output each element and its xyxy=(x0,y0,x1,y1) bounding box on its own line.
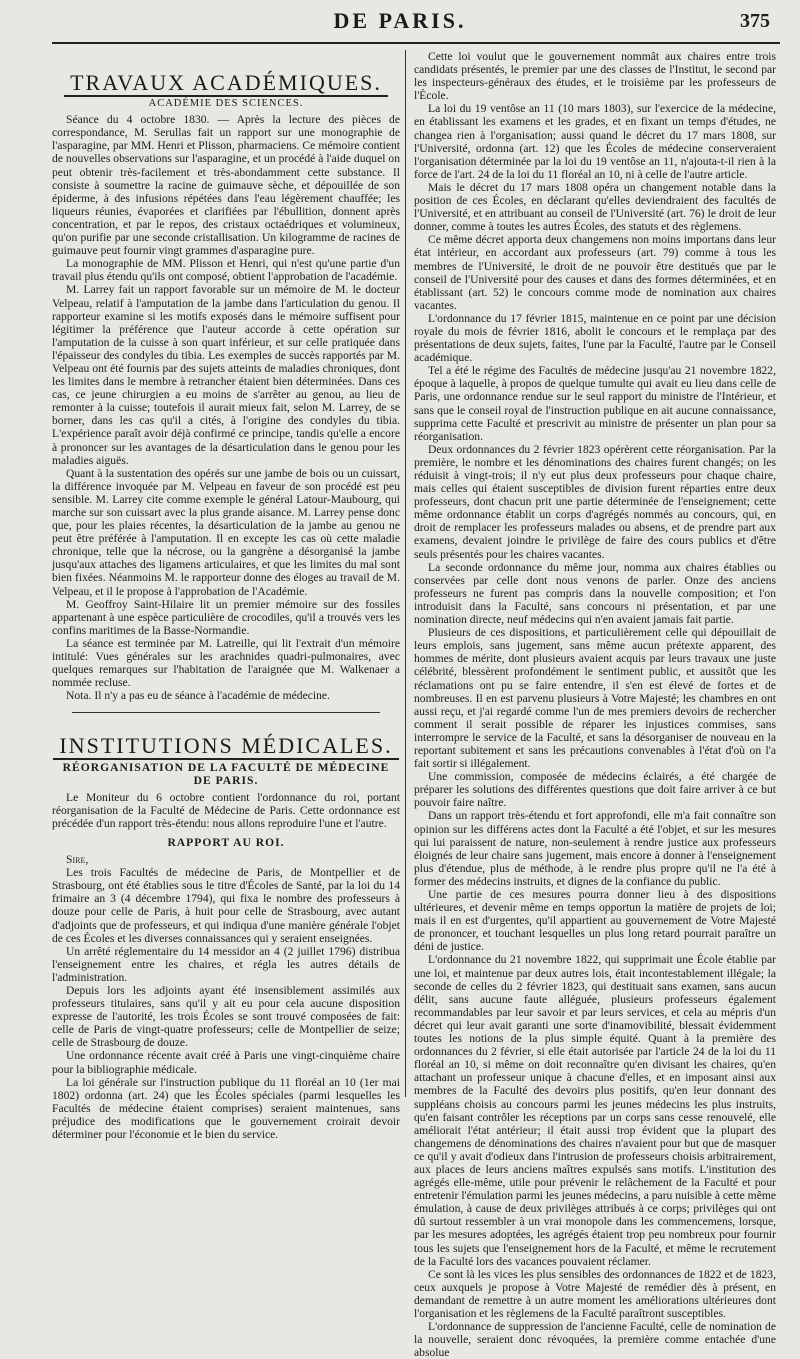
paragraph: Mais le décret du 17 mars 1808 opéra un changement notable dans la position de ces Écoles, en déclarant qu'elles deviendraient des facultés de l'Université, et en attribuant au conseil de l'Université (art. 76) le droit de leur donner, comme à toutes les autres Écoles, des statuts et des règlemens. xyxy=(414,180,776,234)
right-column xyxy=(414,50,777,1359)
paragraph: Le Moniteur du 6 octobre contient l'ordonnance du roi, portant réorganisation de la Faculté de Médecine de Paris. Cette ordonnance est précédée d'un rapport très-étendu: nous allons reproduire l'une et l'autre. xyxy=(52,790,400,830)
paragraph: Depuis lors les adjoints ayant été insensiblement assimilés aux professeurs titulaires, sans qu'il y ait eu pour cela aucune disposition expresse de l'autorité, les trois Écoles se sont trouvé composées de fait: celle de Paris de vingt-quatre professeurs; celle de Montpellier de seize; celle de Strasbourg de douze. xyxy=(52,984,400,1050)
paragraph: La loi du 19 ventôse an 11 (10 mars 1803), sur l'exercice de la médecine, en établissant les examens et les grades, et en fixant un temps d'études, ne changea rien à l'organisation; aussi quand le décret du 17 mars 1808, sur l'Université, ordonna (art. 12) que les Écoles de médecine conserveraient l'organisation déterminée par la loi du 19 ventôse an 11, n'ajouta-t-il rien à la force de l'art. 24 de la loi du 11 floréal an 10, ni à celle de l'autre article. xyxy=(414,102,776,181)
salutation: Sire, xyxy=(66,853,89,867)
section-subtitle-academie: ACADÉMIE DES SCIENCES. xyxy=(148,98,304,110)
paragraph: Deux ordonnances du 2 février 1823 opérèrent cette réorganisation. Par la première, le nombre et les dénominations des chaires furent changés; on les réduisit à vingt-trois; il n'y eut plus deux professeurs pour chaque chaire, mais celles qui étaient susceptibles de division furent réparties entre deux professeurs, dont chacun prit une partie déterminée de l'enseignement; cette même ordonnance établit un corps d'agrégés nommés au concours, qui, en droit de remplacer les professeurs malades ou absens, et de prendre part aux examens, devaient joindre le privilège de faire des cours publics et d'être seuls présentés pour les chaires vacantes. xyxy=(414,442,776,561)
running-title: DE PARIS. xyxy=(333,8,467,33)
paragraph: Séance du 4 octobre 1830. — Après la lecture des pièces de correspondance, M. Serullas fait un rapport sur une monographie de l'asparagine, par MM. Henri et Plisson, pharmaciens. Ce mémoire contient de nouvelles observations sur l'asparagine, et un procédé à l'aide duquel on peut obtenir très-facilement et très-abondamment cette substance. Il consiste à soumettre la racine de guimauve sèche, et dépouillée de son épiderme, à des infusions répétées dans l'eau légèrement chauffée; les liqueurs réunies, évaporées et clarifiées par l'ébullition, donnent après concentration, et par le repos, des cristaux octaédriques et volumineux, qu'on purifie par une seconde cristallisation. Un kilogramme de racines de guimauve peut fournir vingt grammes d'asparagine pure. xyxy=(52,113,400,258)
paragraph: Les trois Facultés de médecine de Paris, de Montpellier et de Strasbourg, ont été établies sous le titre d'Écoles de Santé, par la loi du 14 frimaire an 3 (4 décembre 1794), qui fixa le nombre des professeurs à douze pour celle de Paris, à huit pour celle de Strasbourg, avec autant d'adjoints que de professeurs, et qui indiqua d'une manière générale l'objet de ces Écoles et les diverses connaissances qui y seraient enseignées. xyxy=(52,866,400,945)
paragraph: Cette loi voulut que le gouvernement nommât aux chaires entre trois candidats présentés, le premier par une des classes de l'Institut, le second par les inspecteurs-généraux des études, et le troisième par les professeurs de l'École. xyxy=(414,50,776,103)
paragraph: La séance est terminée par M. Latreille, qui lit l'extrait d'un mémoire intitulé: Vues générales sur les arachnides quadri-pulmonaires, avec quelques remarques sur l'habitation de l'araignée que M. Walkenaer a nommée recluse. xyxy=(52,636,400,690)
paragraph: L'ordonnance du 17 février 1815, maintenue en ce point par une décision royale du mois de février 1816, abolit le concours et le remplaça par des présentations de deux sujets, faites, l'une par la Faculté, l'autre par le Conseil académique. xyxy=(414,311,776,365)
section-title-institutions: INSTITUTIONS MÉDICALES. xyxy=(52,739,400,752)
section-subtitle-reorganisation: RÉORGANISATION DE LA FACULTÉ DE MÉDECINE DE PARIS. xyxy=(62,760,390,787)
rapport-heading: RAPPORT AU ROI. xyxy=(167,835,285,849)
paragraph: Ce même décret apporta deux changemens non moins importans dans leur état intérieur, en accordant aux professeurs (art. 79) comme à tous les membres de l'Université, le droit de ne pouvoir être destitués que par le conseil de l'Université pour des causes et dans des formes déterminées, et en établissant (art. 52) le concours comme mode de nomination aux chaires vacantes. xyxy=(414,233,776,312)
paragraph: La seconde ordonnance du même jour, nomma aux chaires établies ou conservées par celle dont nous venons de parler. Onze des anciens professeurs ne furent pas compris dans la nouvelle composition; et l'on introduisit dans la Faculté, sans concours ni présentation, et par une nomination directe, neuf médecins qui n'en avaient jamais fait partie. xyxy=(414,560,776,627)
paragraph: Quant à la sustentation des opérés sur une jambe de bois ou un cuissart, la différence invoquée par M. Velpeau en faveur de son procédé est peu sensible. M. Larrey cite comme exemple le général Latour-Maubourg, qui marche sur son cuissart avec la plus grande aisance. M. Larrey pense donc que, pour les plaies récentes, la désarticulation de la jambe au genou ne peut être préférée à l'amputation. Il en excepte les cas où cette maladie chronique, telle que la nécrose, ou la gangrène a désorganisé la jambe jusqu'aux attaches des ligamens articulaires, et que les limites du mal sont bien fixées. Néanmoins M. le rapporteur donne des éloges au travail de M. Velpeau, et il le propose à l'approbation de l'Académie. xyxy=(52,466,400,598)
nota-paragraph: Nota. Il n'y a pas eu de séance à l'académie de médecine. xyxy=(66,689,330,703)
paragraph: L'ordonnance du 21 novembre 1822, qui supprimait une École établie par une loi, et maintenue par deux autres lois, était incontestablement illégale; la seconde de celles du 2 février 1823, qui destituait sans examen, sans aucun délit, sans aucune faute alléguée, plusieurs professeurs également recommandables par leur savoir et par leurs services, et cela au mépris d'un décret qui leur avait garanti une sorte d'inamovibilité, blessait évidemment toutes les notions de la plus simple équité. Quant à la première des ordonnances du 2 février, si elle était autorisée par l'article 24 de la loi du 11 floréal an 10, si même on doit reconnaître qu'en divisant les chaires, qu'en attachant un professeur unique à chacune d'elles, et en imposant ainsi aux membres de la Faculté des devoirs plus positifs, qu'en leur donnant des suppléans choisis au concours parmi les jeunes médecins les plus instruits, qu'en faisant contrôler les réceptions par un corps sans cesse renouvelé, elle améliorait l'état antérieur; il était aussi trop évident que la plupart des changemens de dénominations des chaires n'avaient pour but que de masquer ce qu'il y avait d'odieux dans l'intrusion de professeurs choisis arbitrairement, aux places de leurs anciens maîtres expulsés sans motifs. L'institution des agrégés elle-même, utile pour prévenir le relâchement de la Faculté et pour entretenir l'émulation parmi les jeunes médecins, a paru nuisible à cette même émulation, à cause de deux privilèges attribués à ce corps; privilèges qui ont dû surtout ressembler à un vrai monopole dans les commencemens, lorsque, par les mesures adoptées, les agrégés étaient trop peu nombreux pour fournir tous les sujets que l'enseignement hors de la Faculté, et même le recrutement de la Faculté lors des vacances pouvaient réclamer. xyxy=(414,953,777,1268)
paragraph: Une ordonnance récente avait créé à Paris une vingt-cinquième chaire pour la bibliographie médicale. xyxy=(52,1049,400,1076)
paragraph: Un arrêté réglementaire du 14 messidor an 4 (2 juillet 1796) distribua l'enseignement entre les chaires, et régla les autres détails de l'administration. xyxy=(52,944,400,984)
page-header xyxy=(0,0,800,56)
paragraph: Une partie de ces mesures pourra donner lieu à des dispositions ultérieures, et devenir même en temps opportun la matière de projets de loi; mais il en est d'urgentes, qu'il appartient au gouvernement de Votre Majesté de prononcer, et touchant lesquelles un plus long retard pourrait paraître un déni de justice. xyxy=(414,888,776,954)
paragraph: M. Geoffroy Saint-Hilaire lit un premier mémoire sur des fossiles appartenant à une espèce particulière de crocodiles, qu'il a trouvés vers les confins maritimes de la Basse-Normandie. xyxy=(52,597,400,637)
paragraph: Une commission, composée de médecins éclairés, a été chargée de préparer les solutions des différentes questions que doit faire arriver à ce but pouvoir faire naître. xyxy=(414,770,776,810)
paragraph: La loi générale sur l'instruction publique du 11 floréal an 10 (1er mai 1802) ordonna (art. 24) que les Écoles spéciales (parmi lesquelles les Facultés de médecine étaient comprises) seraient maintenues, sans préjudice des modifications que le gouvernement croirait devoir déterminer pour l'économie et le bien du service. xyxy=(52,1075,400,1142)
section-separator xyxy=(72,712,380,713)
paragraph: M. Larrey fait un rapport favorable sur un mémoire de M. le docteur Velpeau, relatif à l'amputation de la jambe dans l'articulation du genou. Il rapporteur examine si les motifs exposés dans le mémoire suffisent pour légitimer la préférence que l'auteur accorde à cette opération sur l'amputation de la cuisse à son quart inférieur, et sur celle pratiquée dans l'épaisseur des condyles du tibia. Les exemples de succès rapportés par M. Velpeau ont été fournis par des sujets atteints de maladies chroniques, dont les limites dans le membre à retrancher étaient bien déterminées. Dans ces cas, ce jeune chirurgien a eu moins de s'arrêter au genou, au lieu de remonter à la cuisse; toutefois il aurait mieux fait, selon M. Larrey, de se borner, dans les cas qu'il a cités, à l'origine des condyles du tibia. L'expérience paraît avoir déjà confirmé ce principe, tandis qu'elle a encore à prononcer sur les avantages de la désarticulation dans le genou pour les maladies aiguës. xyxy=(52,283,400,467)
paragraph: La monographie de MM. Plisson et Henri, qui n'est qu'une partie d'un travail plus étendu qu'ils ont composé, obtient l'approbation de l'académie. xyxy=(52,257,400,284)
paragraph: Dans un rapport très-étendu et fort approfondi, elle m'a fait connaître son opinion sur les différens actes dont la Faculté a été l'objet, et sur les mesures qui lui paraissent de nature, non-seulement à rendre justice aux professeurs éloignés de leur chaire sans jugement, mais encore à donner à l'enseignement plus d'étendue, plus de méthode, à le rendre plus propre qu'il ne l'a été à former des médecins instruits, et dignes de la confiance du public. xyxy=(414,809,776,888)
paragraph: Tel a été le régime des Facultés de médecine jusqu'au 21 novembre 1822, époque à laquelle, à propos de quelque tumulte qui avait eu lieu dans celle de Paris, une ordonnance rendue sur le seul rapport du ministre de l'Intérieur, et sans que le conseil royal de l'instruction publique en ait aucune connaissance, supprima cette Faculté et prescrivit au ministre de présenter un plan pour sa réorganisation. xyxy=(414,364,776,443)
section-title-travaux: TRAVAUX ACADÉMIQUES. xyxy=(52,76,400,89)
column-divider xyxy=(405,50,406,1097)
paragraph: L'ordonnance de suppression de l'ancienne Faculté, celle de nomination de la nouvelle, seraient donc révoquées, la première comme entachée d'une absolue xyxy=(414,1320,776,1359)
paragraph: Ce sont là les vices les plus sensibles des ordonnances de 1822 et de 1823, ceux auxquels je propose à Votre Majesté de remédier dès à présent, en demandant de remettre à un autre moment les améliorations ultérieures dont l'organisation et les règlemens de la Faculté paraîtront susceptibles. xyxy=(414,1267,776,1320)
page-number: 375 xyxy=(740,10,770,32)
header-rule xyxy=(52,42,780,44)
paragraph: Plusieurs de ces dispositions, et particulièrement celle qui dépouillait de leurs emplois, sans jugement, sans même aucun prétexte apparent, des hommes de mérite, dont plusieurs avaient acquis par leurs travaux une juste célébrité, blessèrent profondément le sentiment public, et aussitôt que les réclamations ont pu se faire entendre, il s'en est élevé de fortes et de nombreuses. Il en est parvenu plusieurs à Votre Majesté; les chambres en ont aussi reçu, et j'ai regardé comme l'un de mes premiers devoirs de rechercher comment il serait possible de réparer les injustices commises, sans interrompre le service de la Faculté, et sans la désorganiser de nouveau en la reportant subitement et sans les précautions convenables à l'état d'où on l'a fait sortir si illégalement. xyxy=(414,626,776,771)
left-column xyxy=(52,50,400,1142)
